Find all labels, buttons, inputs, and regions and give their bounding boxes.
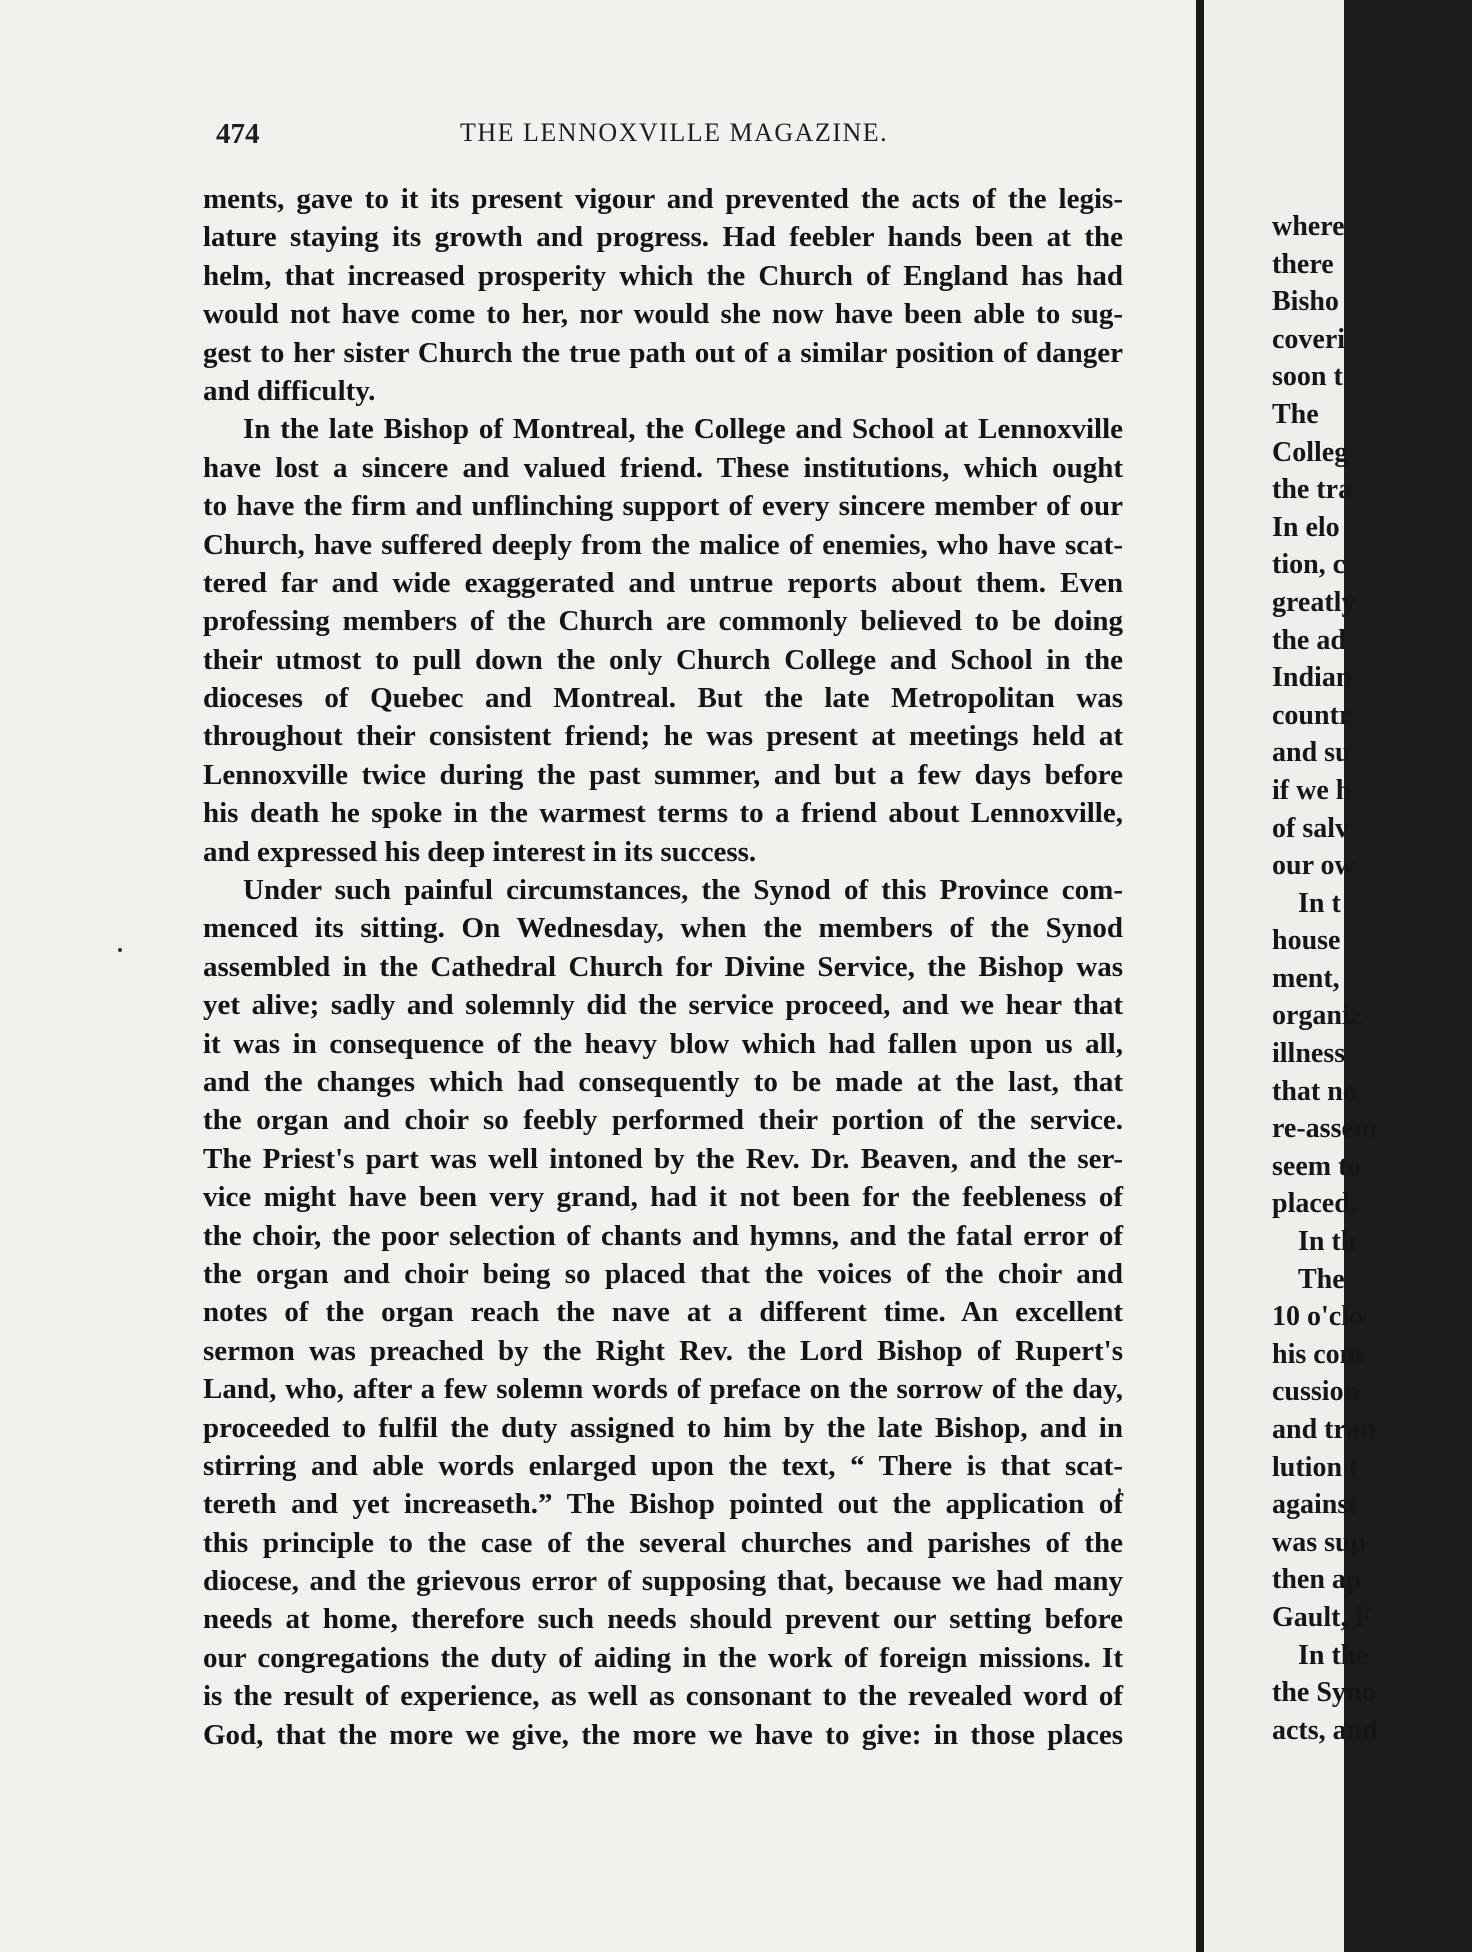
partial-text-line: seem to (1272, 1150, 1362, 1182)
text-line: have lost a sincere and valued friend. These institutions, which ought (203, 451, 1123, 484)
text-line: Under such painful circumstances, the Synod of this Province com- (243, 874, 1123, 907)
text-line: yet alive; sadly and solemnly did the service proceed, and we hear that (203, 989, 1123, 1022)
partial-text-line: if we h (1272, 774, 1352, 806)
text-line: vice might have been very grand, had it not been for the feebleness of (203, 1181, 1123, 1214)
text-line: sermon was preached by the Right Rev. the Lord Bishop of Rupert's (203, 1334, 1123, 1367)
partial-text-line: there (1272, 248, 1334, 280)
running-head (216, 118, 1116, 158)
text-line: throughout their consistent friend; he was present at meetings held at (203, 720, 1123, 753)
partial-text-line: our ow (1272, 850, 1355, 882)
text-line: and difficulty. (203, 374, 376, 407)
text-line: his death he spoke in the warmest terms to a friend about Lennoxville, (203, 797, 1123, 830)
partial-text-line: placed. (1272, 1188, 1357, 1220)
text-line: the choir, the poor selection of chants and hymns, and the fatal error of (203, 1219, 1123, 1252)
partial-text-line: then ap (1272, 1564, 1362, 1596)
partial-text-line: re-assem (1272, 1113, 1378, 1145)
partial-text-line: Gault, F (1272, 1601, 1372, 1633)
page-number: 474 (216, 118, 260, 150)
partial-text-line: illness (1272, 1038, 1346, 1070)
partial-text-line: and tran (1272, 1414, 1376, 1445)
text-line: their utmost to pull down the only Church College and School in the (203, 643, 1123, 676)
partial-text-line: his com (1272, 1338, 1363, 1370)
text-line: to have the firm and unflinching support of every sincere member of our (203, 490, 1123, 523)
partial-text-line: coveri (1272, 323, 1346, 355)
text-line: tered far and wide exaggerated and untrue reports about them. Even (203, 566, 1123, 599)
page-gutter (1196, 0, 1204, 1952)
text-line: Land, who, after a few solemn words of preface on the sorrow of the day, (203, 1373, 1123, 1406)
text-line: The Priest's part was well intoned by the Rev. Dr. Beaven, and the ser- (203, 1142, 1123, 1175)
text-line: the organ and choir being so placed that the voices of the choir and (203, 1257, 1123, 1290)
text-line: and expressed his deep interest in its success. (203, 835, 757, 868)
text-line: notes of the organ reach the nave at a different time. An excellent (203, 1296, 1123, 1329)
text-line: diocese, and the grievous error of supposing that, because we had many (203, 1565, 1123, 1598)
text-line: stirring and able words enlarged upon the text, “ There is that scat- (203, 1449, 1123, 1482)
partial-text-line: the ad (1272, 624, 1346, 656)
text-line: Church, have suffered deeply from the malice of enemies, who have scat- (203, 528, 1123, 561)
text-line: it was in consequence of the heavy blow which had fallen upon us all, (203, 1027, 1123, 1060)
text-line: and the changes which had consequently to be made at the last, that (203, 1065, 1123, 1098)
text-line: this principle to the case of the several churches and parishes of the (203, 1526, 1123, 1559)
text-line: is the result of experience, as well as consonant to the revealed word of (203, 1680, 1123, 1713)
partial-text-line: was sup (1272, 1526, 1367, 1558)
text-line: assembled in the Cathedral Church for Divine Service, the Bishop was (203, 950, 1123, 983)
partial-text-line: In the (1298, 1639, 1369, 1671)
partial-text-line: against (1272, 1489, 1358, 1521)
partial-text-line: 10 o'clo (1272, 1301, 1363, 1333)
text-line: tereth and yet increaseth.” The Bishop pointed out the application of (203, 1488, 1123, 1521)
text-line: helm, that increased prosperity which the Church of England has had (203, 259, 1123, 292)
partial-text-line: that no (1272, 1075, 1357, 1107)
right-page-fragment (1204, 0, 1378, 1952)
partial-text-line: soon t (1272, 361, 1343, 393)
text-line: proceeded to fulfil the duty assigned to him by the late Bishop, and in (203, 1411, 1123, 1444)
right-page-text (1272, 208, 1472, 1749)
partial-text-line: In elo (1272, 511, 1340, 543)
partial-text-line: house (1272, 925, 1341, 957)
scan-speck (118, 948, 122, 952)
partial-text-line: ment, (1272, 962, 1340, 994)
text-line: In the late Bishop of Montreal, the College and School at Lennoxville (243, 413, 1123, 446)
partial-text-line: of salv (1272, 812, 1349, 844)
text-line: would not have come to her, nor would she now have been able to sug- (203, 298, 1123, 331)
text-line: needs at home, therefore such needs should prevent our setting before (203, 1603, 1123, 1636)
text-line: menced its sitting. On Wednesday, when the members of the Synod (203, 912, 1123, 945)
partial-text-line: the tra (1272, 474, 1353, 506)
text-line: ments, gave to it its present vigour and prevented the acts of the legis- (203, 183, 1123, 215)
text-line: Lennoxville twice during the past summer, and but a few days before (203, 758, 1123, 791)
partial-text-line: countr (1272, 699, 1352, 731)
partial-text-line: Bisho (1272, 286, 1339, 318)
partial-text-line: where (1272, 211, 1345, 242)
partial-text-line: lution t (1272, 1451, 1359, 1483)
partial-text-line: In t (1298, 887, 1341, 919)
partial-text-line: Indian (1272, 662, 1352, 694)
text-line: our congregations the duty of aiding in the work of foreign missions. It (203, 1641, 1123, 1674)
partial-text-line: and su (1272, 737, 1351, 769)
text-line: lature staying its growth and progress. Had feebler hands been at the (203, 221, 1123, 254)
partial-text-line: acts, and (1272, 1714, 1378, 1746)
magazine-title: THE LENNOXVILLE MAGAZINE. (460, 118, 889, 147)
text-line: dioceses of Quebec and Montreal. But the late Metropolitan was (203, 682, 1123, 715)
text-line: the organ and choir so feebly performed their portion of the service. (203, 1104, 1123, 1137)
text-line: God, that the more we give, the more we have to give: in those places (203, 1718, 1123, 1751)
partial-text-line: The (1298, 1263, 1345, 1295)
partial-text-line: organiz (1272, 1000, 1363, 1032)
text-line: professing members of the Church are commonly believed to be doing (203, 605, 1123, 638)
partial-text-line: greatly (1272, 586, 1356, 618)
partial-text-line: tion, c (1272, 549, 1346, 581)
partial-text-line: Colleg (1272, 436, 1349, 468)
partial-text-line: the Syno (1272, 1677, 1376, 1709)
partial-text-line: cussion (1272, 1376, 1360, 1408)
partial-text-line: In th (1298, 1226, 1357, 1258)
partial-text-line: The (1272, 398, 1319, 430)
body-text (203, 180, 1123, 1754)
text-line: gest to her sister Church the true path out of a similar position of danger (203, 336, 1123, 369)
